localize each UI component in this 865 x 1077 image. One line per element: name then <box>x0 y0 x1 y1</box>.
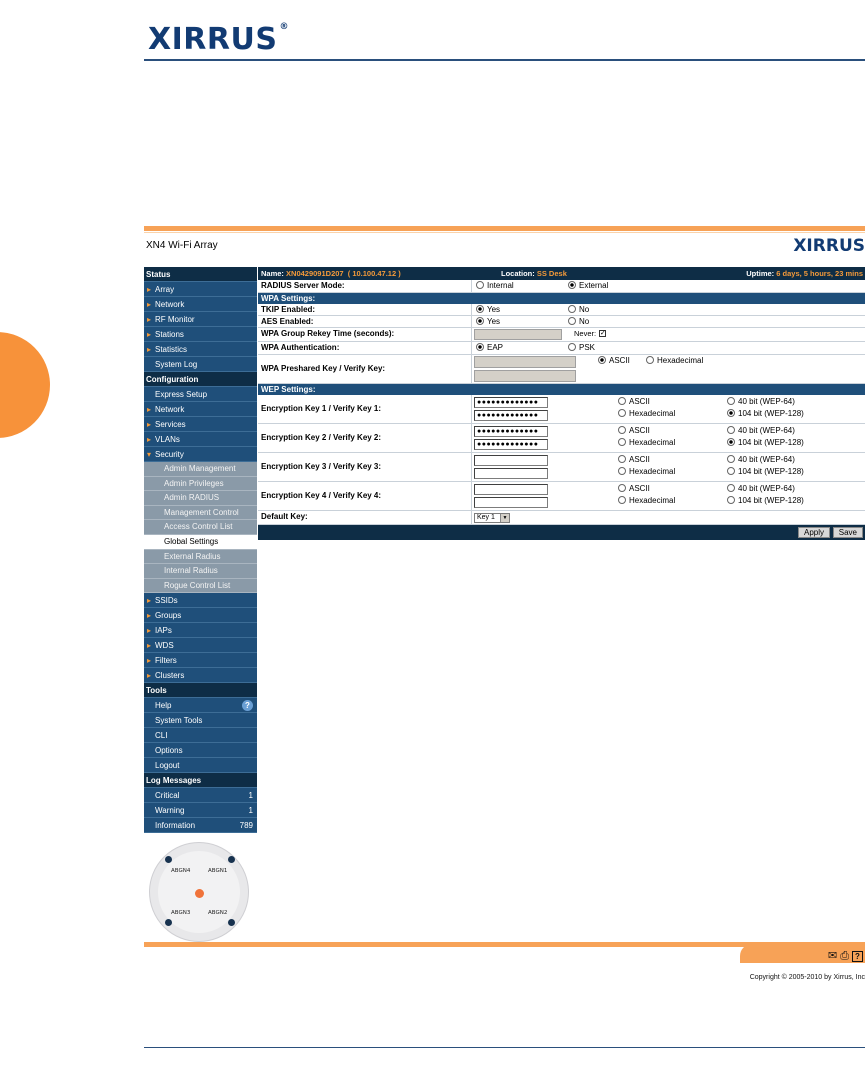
row-wep-key-1 <box>258 395 865 424</box>
antenna-label-abgn3: ABGN3 <box>171 910 191 916</box>
sidebar-head-status: Status <box>144 267 257 282</box>
sidebar-item-wds[interactable]: ▸ WDS <box>144 638 257 653</box>
sidebar-sub-admin-privileges[interactable]: Admin Privileges <box>144 477 257 492</box>
sidebar-item-clusters[interactable]: ▸ Clusters <box>144 668 257 683</box>
sidebar-sub-global-settings[interactable]: Global Settings <box>144 535 257 550</box>
wep-key-1-verify-input[interactable]: ●●●●●●●●●●●●● <box>474 410 548 421</box>
top-orange-bar <box>144 226 865 231</box>
antenna-label-abgn2: ABGN2 <box>208 910 228 916</box>
sidebar-item-system-tools[interactable]: System Tools <box>144 713 257 728</box>
sidebar-item-filters[interactable]: ▸ Filters <box>144 653 257 668</box>
status-bar <box>258 267 865 280</box>
sidebar <box>144 267 257 833</box>
radio-wep2-ascii[interactable]: ASCII <box>618 425 650 437</box>
chapter-tab <box>0 332 50 438</box>
button-bar <box>258 525 865 540</box>
log-critical-label: Critical <box>155 791 180 801</box>
sidebar-item-security[interactable]: ▾ Security <box>144 447 257 462</box>
antenna-abgn1 <box>228 856 235 863</box>
row-wep-key-2 <box>258 424 865 453</box>
row-psk <box>258 355 865 384</box>
help-icon[interactable]: ? <box>852 951 863 962</box>
sidebar-item-help-label: Help <box>155 701 172 711</box>
sidebar-sub-management-control[interactable]: Management Control <box>144 506 257 521</box>
radio-aes-no[interactable]: No <box>568 316 589 328</box>
sidebar-item-config-network[interactable]: ▸ Network <box>144 402 257 417</box>
label-psk: WPA Preshared Key / Verify Key: <box>261 364 386 373</box>
copyright: Copyright © 2005-2010 by Xirrus, Inc <box>749 974 865 981</box>
app-logo: XIRRUS <box>793 236 865 256</box>
sidebar-sub-rogue-control-list[interactable]: Rogue Control List <box>144 579 257 594</box>
row-aes <box>258 316 865 328</box>
wep-key-2-input[interactable]: ●●●●●●●●●●●●● <box>474 426 548 437</box>
sidebar-item-express-setup[interactable]: Express Setup <box>144 387 257 402</box>
sidebar-sub-admin-management[interactable]: Admin Management <box>144 462 257 477</box>
top-orange-line <box>144 232 865 233</box>
radio-tkip-no[interactable]: No <box>568 304 589 316</box>
wep-key-3-input[interactable] <box>474 455 548 466</box>
sidebar-item-rf-monitor[interactable]: ▸ RF Monitor <box>144 312 257 327</box>
log-critical-count: 1 <box>248 791 253 801</box>
radio-wep3-ascii[interactable]: ASCII <box>618 454 650 466</box>
apply-button[interactable]: Apply <box>798 527 830 538</box>
log-information-label: Information <box>155 821 196 831</box>
label-radius-mode: RADIUS Server Mode: <box>261 281 345 290</box>
section-wpa-settings: WPA Settings: <box>258 293 865 304</box>
radio-wep2-104bit[interactable]: 104 bit (WEP-128) <box>727 437 804 449</box>
radio-wep4-104bit[interactable]: 104 bit (WEP-128) <box>727 495 804 507</box>
chevron-down-icon: ▼ <box>500 514 509 522</box>
antenna-label-abgn4: ABGN4 <box>171 868 191 874</box>
wep-key-1-input[interactable]: ●●●●●●●●●●●●● <box>474 397 548 408</box>
radio-radius-external[interactable]: External <box>568 280 608 292</box>
default-key-select[interactable] <box>474 513 510 523</box>
label-default-key: Default Key: <box>261 512 308 521</box>
default-key-value: Key 1 <box>477 514 495 521</box>
label-wep-key-3: Encryption Key 3 / Verify Key 3: <box>261 462 382 471</box>
sidebar-item-services[interactable]: ▸ Services <box>144 417 257 432</box>
radio-wpa-eap[interactable]: EAP <box>476 342 503 354</box>
row-wpa-auth <box>258 342 865 355</box>
radio-radius-internal[interactable]: Internal <box>476 280 514 292</box>
radio-psk-ascii[interactable]: ASCII <box>598 355 630 367</box>
radio-wep4-40bit[interactable]: 40 bit (WEP-64) <box>727 483 795 495</box>
row-rekey <box>258 328 865 342</box>
radio-wep4-hex[interactable]: Hexadecimal <box>618 495 675 507</box>
sidebar-item-ssids[interactable]: ▸ SSIDs <box>144 593 257 608</box>
radio-wep2-40bit[interactable]: 40 bit (WEP-64) <box>727 425 795 437</box>
wep-key-4-input[interactable] <box>474 484 548 495</box>
rekey-input[interactable] <box>474 329 562 340</box>
radio-wep3-hex[interactable]: Hexadecimal <box>618 466 675 478</box>
radio-wep3-104bit[interactable]: 104 bit (WEP-128) <box>727 466 804 478</box>
row-default-key <box>258 511 865 525</box>
mail-icon[interactable]: ✉ <box>827 950 841 962</box>
row-radius-mode <box>258 280 865 293</box>
wep-key-4-verify-input[interactable] <box>474 497 548 508</box>
antenna-abgn3 <box>165 919 172 926</box>
app-title: XN4 Wi-Fi Array <box>146 240 218 251</box>
sidebar-item-groups[interactable]: ▸ Groups <box>144 608 257 623</box>
footer-icons <box>828 949 863 963</box>
sidebar-item-stations[interactable]: ▸ Stations <box>144 327 257 342</box>
header-rule <box>144 59 865 61</box>
sidebar-sub-access-control-list[interactable]: Access Control List <box>144 520 257 535</box>
label-rekey: WPA Group Rekey Time (seconds): <box>261 329 395 338</box>
log-warning-count: 1 <box>248 806 253 816</box>
label-wep-key-4: Encryption Key 4 / Verify Key 4: <box>261 491 382 500</box>
sidebar-log-warning[interactable] <box>144 803 257 818</box>
document-logo: XIRRUS ® <box>148 22 289 57</box>
sidebar-item-logout[interactable]: Logout <box>144 758 257 773</box>
row-wep-key-4 <box>258 482 865 511</box>
sidebar-head-configuration: Configuration <box>144 372 257 387</box>
sidebar-sub-admin-radius[interactable]: Admin RADIUS <box>144 491 257 506</box>
psk-input[interactable] <box>474 356 576 368</box>
sidebar-item-array[interactable]: ▸ Array <box>144 282 257 297</box>
sidebar-item-system-log[interactable]: System Log <box>144 357 257 372</box>
label-wep-key-2: Encryption Key 2 / Verify Key 2: <box>261 433 382 442</box>
radio-aes-yes[interactable]: Yes <box>476 316 500 328</box>
sidebar-item-help[interactable] <box>144 698 257 713</box>
radio-wep2-hex[interactable]: Hexadecimal <box>618 437 675 449</box>
array-diagram[interactable] <box>144 834 257 944</box>
sidebar-log-information[interactable] <box>144 818 257 833</box>
antenna-label-abgn1: ABGN1 <box>208 868 228 874</box>
never-checkbox[interactable]: ✓ <box>600 330 606 337</box>
antenna-abgn4 <box>165 856 172 863</box>
radio-psk-hex[interactable]: Hexadecimal <box>646 355 703 367</box>
radio-wep1-40bit[interactable]: 40 bit (WEP-64) <box>727 396 795 408</box>
sidebar-item-options[interactable]: Options <box>144 743 257 758</box>
label-aes: AES Enabled: <box>261 317 314 326</box>
log-information-count: 789 <box>239 821 253 831</box>
label-tkip: TKIP Enabled: <box>261 305 316 314</box>
sidebar-item-iaps[interactable]: ▸ IAPs <box>144 623 257 638</box>
radio-tkip-yes[interactable]: Yes <box>476 304 500 316</box>
sidebar-log-critical[interactable] <box>144 788 257 803</box>
status-location: Location: SS Desk <box>501 269 567 278</box>
row-wep-key-3 <box>258 453 865 482</box>
wep-key-3-verify-input[interactable] <box>474 468 548 479</box>
antenna-abgn2 <box>228 919 235 926</box>
section-wep-settings: WEP Settings: <box>258 384 865 395</box>
radio-wep1-ascii[interactable]: ASCII <box>618 396 650 408</box>
psk-verify-input[interactable] <box>474 370 576 382</box>
radio-wep1-104bit[interactable]: 104 bit (WEP-128) <box>727 408 804 420</box>
array-center-led <box>195 889 204 898</box>
main-content <box>258 267 865 540</box>
sidebar-sub-external-radius[interactable]: External Radius <box>144 550 257 565</box>
sidebar-sub-internal-radius[interactable]: Internal Radius <box>144 564 257 579</box>
sidebar-item-statistics[interactable]: ▸ Statistics <box>144 342 257 357</box>
web-ui-screenshot <box>144 226 865 992</box>
radio-wpa-psk[interactable]: PSK <box>568 342 595 354</box>
log-warning-label: Warning <box>155 806 185 816</box>
status-name: Name: XN0429091D207 ( 10.100.47.12 ) <box>261 269 401 278</box>
radio-wep4-ascii[interactable]: ASCII <box>618 483 650 495</box>
label-wpa-auth: WPA Authentication: <box>261 343 340 352</box>
sidebar-item-network[interactable]: ▸ Network <box>144 297 257 312</box>
radio-wep3-40bit[interactable]: 40 bit (WEP-64) <box>727 454 795 466</box>
radio-wep1-hex[interactable]: Hexadecimal <box>618 408 675 420</box>
footer-rule <box>144 1047 865 1048</box>
sidebar-head-log-messages: Log Messages <box>144 773 257 788</box>
label-wep-key-1: Encryption Key 1 / Verify Key 1: <box>261 404 382 413</box>
save-button[interactable]: Save <box>833 527 863 538</box>
sidebar-head-tools: Tools <box>144 683 257 698</box>
sidebar-item-vlans[interactable]: ▸ VLANs <box>144 432 257 447</box>
row-tkip <box>258 304 865 316</box>
status-uptime: Uptime: 6 days, 5 hours, 23 mins <box>746 269 863 278</box>
help-icon[interactable]: ? <box>242 700 253 711</box>
wep-key-2-verify-input[interactable]: ●●●●●●●●●●●●● <box>474 439 548 450</box>
never-label: Never: <box>574 329 597 338</box>
sidebar-item-cli[interactable]: CLI <box>144 728 257 743</box>
print-icon[interactable]: ⎙ <box>840 950 852 962</box>
